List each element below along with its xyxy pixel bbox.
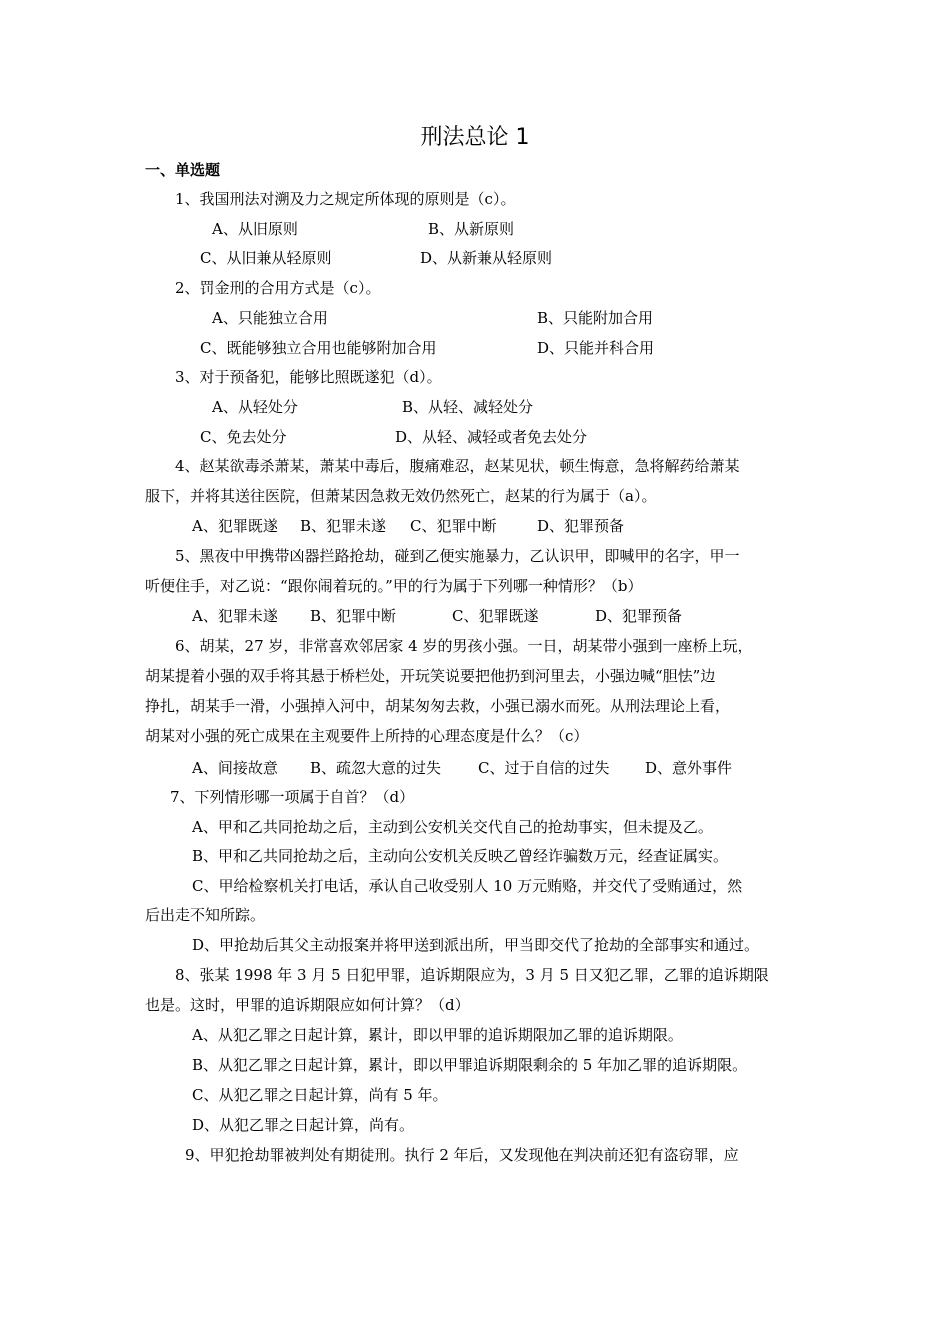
option-b: B、疏忽大意的过失: [310, 759, 442, 777]
option-b: B、犯罪中断: [310, 607, 397, 625]
option-b: B、犯罪未遂: [300, 517, 387, 535]
option-a: A、间接故意: [192, 759, 278, 777]
option-c: C、犯罪中断: [410, 517, 497, 535]
option-d: D、意外事件: [645, 759, 733, 777]
question-8-line-2: 也是。这时，甲罪的追诉期限应如何计算？（d）: [145, 996, 470, 1014]
option-a: A、从旧原则: [212, 220, 298, 238]
question-3: 3、对于预备犯，能够比照既遂犯（d）。: [175, 368, 442, 386]
option-c: C、过于自信的过失: [478, 759, 610, 777]
option-b: B、从犯乙罪之日起计算，累计，即以甲罪追诉期限剩余的 5 年加乙罪的追诉期限。: [192, 1056, 748, 1074]
option-a: A、犯罪既遂: [192, 517, 278, 535]
question-6-line-2: 胡某提着小强的双手将其悬于桥栏处，开玩笑说要把他扔到河里去，小强边喊“胆怯”边: [145, 667, 716, 685]
question-6-line-4: 胡某对小强的死亡成果在主观要件上所持的心理态度是什么？（c）: [145, 727, 589, 745]
question-5-line-2: 听便住手，对乙说：“跟你闹着玩的。”甲的行为属于下列哪一种情形？（b）: [145, 577, 643, 595]
option-c-line-1: C、甲给检察机关打电话，承认自己收受别人 10 万元贿赂，并交代了受贿通过，然: [192, 877, 743, 895]
option-a: A、犯罪未遂: [192, 607, 278, 625]
option-a: A、甲和乙共同抢劫之后，主动到公安机关交代自己的抢劫事实，但未提及乙。: [192, 818, 713, 836]
question-4-line-1: 4、赵某欲毒杀萧某，萧某中毒后，腹痛难忍，赵某见状，顿生悔意，急将解药给萧某: [175, 457, 740, 475]
option-c: C、从犯乙罪之日起计算，尚有 5 年。: [192, 1086, 448, 1104]
option-d: D、犯罪预备: [595, 607, 683, 625]
question-7: 7、下列情形哪一项属于自首？（d）: [170, 788, 415, 806]
section-heading: 一、单选题: [145, 161, 221, 179]
option-a: A、从轻处分: [212, 398, 298, 416]
question-8-line-1: 8、张某 1998 年 3 月 5 日犯甲罪，追诉期限应为，3 月 5 日又犯乙罪，乙罪的追诉期限: [175, 966, 769, 984]
option-b: B、从轻、减轻处分: [402, 398, 534, 416]
question-9: 9、甲犯抢劫罪被判处有期徒刑。执行 2 年后，又发现他在判决前还犯有盗窃罪，应: [185, 1146, 739, 1164]
option-c: C、既能够独立合用也能够附加合用: [200, 339, 437, 357]
option-d: D、只能并科合用: [537, 339, 655, 357]
option-d: D、从犯乙罪之日起计算，尚有。: [192, 1116, 415, 1134]
question-1: 1、我国刑法对溯及力之规定所体现的原则是（c）。: [175, 190, 516, 208]
question-2: 2、罚金刑的合用方式是（c）。: [175, 279, 381, 297]
document-title: 刑法总论 1: [420, 125, 530, 150]
option-a: A、从犯乙罪之日起计算，累计，即以甲罪的追诉期限加乙罪的追诉期限。: [192, 1026, 683, 1044]
question-4-line-2: 服下，并将其送往医院，但萧某因急救无效仍然死亡，赵某的行为属于（a）。: [145, 487, 657, 505]
option-b: B、从新原则: [428, 220, 515, 238]
option-b: B、只能附加合用: [537, 309, 654, 327]
option-c-line-2: 后出走不知所踪。: [145, 906, 266, 924]
option-d: D、甲抢劫后其父主动报案并将甲送到派出所，甲当即交代了抢劫的全部事实和通过。: [192, 936, 760, 954]
option-d: D、从新兼从轻原则: [420, 249, 553, 267]
option-b: B、甲和乙共同抢劫之后，主动向公安机关反映乙曾经诈骗数万元，经查证属实。: [192, 847, 729, 865]
option-c: C、从旧兼从轻原则: [200, 249, 332, 267]
question-6-line-1: 6、胡某，27 岁，非常喜欢邻居家 4 岁的男孩小强。一日，胡某带小强到一座桥上玩，: [175, 637, 753, 655]
option-c: C、免去处分: [200, 428, 287, 446]
question-5-line-1: 5、黑夜中甲携带凶器拦路抢劫，碰到乙便实施暴力，乙认识甲，即喊甲的名字，甲一: [175, 547, 740, 565]
question-6-line-3: 挣扎，胡某手一滑，小强掉入河中，胡某匆匆去救，小强已溺水而死。从刑法理论上看，: [145, 697, 731, 715]
option-d: D、从轻、减轻或者免去处分: [395, 428, 588, 446]
option-a: A、只能独立合用: [212, 309, 328, 327]
option-d: D、犯罪预备: [537, 517, 625, 535]
option-c: C、犯罪既遂: [452, 607, 539, 625]
